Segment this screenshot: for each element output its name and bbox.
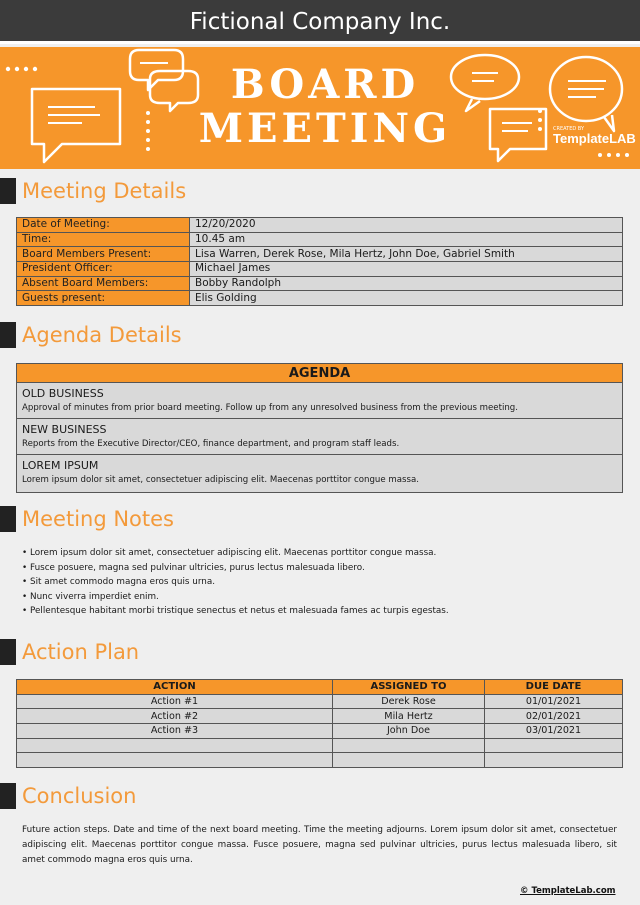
action-cell: Derek Rose: [333, 694, 485, 709]
details-label: Board Members Present:: [17, 247, 190, 262]
action-cell: [485, 738, 623, 753]
action-cell: [333, 738, 485, 753]
action-plan-table: [16, 679, 623, 768]
banner-title-line1: BOARD: [230, 61, 420, 108]
action-cell: John Doe: [333, 724, 485, 739]
action-row: [17, 724, 623, 739]
details-value: 10.45 am: [190, 232, 623, 247]
section-marker: [0, 506, 16, 532]
action-row: [17, 753, 623, 768]
details-label: Guests present:: [17, 291, 190, 306]
action-cell: [485, 753, 623, 768]
meeting-details-table: [16, 217, 623, 306]
action-row: [17, 694, 623, 709]
action-cell: Action #3: [17, 724, 333, 739]
details-value: Elis Golding: [190, 291, 623, 306]
details-value: Bobby Randolph: [190, 276, 623, 291]
details-label: Absent Board Members:: [17, 276, 190, 291]
company-title: Fictional Company Inc.: [0, 0, 640, 44]
action-cell: 03/01/2021: [485, 724, 623, 739]
agenda-item-description: Approval of minutes from prior board meeting. Follow up from any unresolved business from the previous meeting.: [22, 403, 518, 413]
action-cell: [17, 738, 333, 753]
action-column-header: ACTION: [17, 680, 333, 695]
agenda-item-title: NEW BUSINESS: [22, 423, 107, 436]
agenda-item-description: Reports from the Executive Director/CEO, finance department, and program staff leads.: [22, 439, 400, 449]
note-item: • Pellentesque habitant morbi tristique senectus et netus et malesuada fames ac turpis egestas.: [22, 606, 449, 616]
agenda-item: [17, 419, 622, 455]
section-marker: [0, 178, 16, 204]
section-title-agenda: Agenda Details: [22, 323, 182, 347]
details-row: [17, 247, 623, 262]
details-row: [17, 291, 623, 306]
action-column-header: DUE DATE: [485, 680, 623, 695]
action-cell: 01/01/2021: [485, 694, 623, 709]
agenda-item-description: Lorem ipsum dolor sit amet, consectetuer adipiscing elit. Maecenas porttitor congue massa.: [22, 475, 419, 485]
section-title-notes: Meeting Notes: [22, 507, 174, 531]
action-cell: [17, 753, 333, 768]
details-row: [17, 218, 623, 233]
agenda-item-title: LOREM IPSUM: [22, 459, 99, 472]
section-title-action-plan: Action Plan: [22, 640, 140, 664]
action-cell: Action #1: [17, 694, 333, 709]
meeting-notes-list: [22, 546, 449, 619]
section-marker: [0, 322, 16, 348]
agenda-table: [16, 363, 623, 493]
agenda-header: AGENDA: [17, 364, 622, 383]
details-label: President Officer:: [17, 262, 190, 277]
details-label: Date of Meeting:: [17, 218, 190, 233]
action-cell: 02/01/2021: [485, 709, 623, 724]
action-row: [17, 709, 623, 724]
banner-title-line2: MEETING: [198, 105, 452, 152]
section-title-conclusion: Conclusion: [22, 784, 137, 808]
board-meeting-banner: [0, 47, 640, 169]
section-marker: [0, 639, 16, 665]
note-item: • Lorem ipsum dolor sit amet, consectetuer adipiscing elit. Maecenas porttitor congue massa.: [22, 548, 437, 558]
agenda-item-title: OLD BUSINESS: [22, 387, 104, 400]
action-cell: Action #2: [17, 709, 333, 724]
brand-created-by: CREATED BY: [553, 126, 585, 132]
action-column-header: ASSIGNED TO: [333, 680, 485, 695]
action-cell: [333, 753, 485, 768]
details-row: [17, 262, 623, 277]
details-row: [17, 232, 623, 247]
details-value: Michael James: [190, 262, 623, 277]
section-marker: [0, 783, 16, 809]
action-cell: Mila Hertz: [333, 709, 485, 724]
conclusion-text: Future action steps. Date and time of the next board meeting. Time the meeting adjourns. Lorem ipsum dolor sit amet, consectetuer adipiscing elit. Maecenas porttitor congue massa. Fusce posuere, magna sed pulvinar ultricies, purus lectus malesuada libero, sit amet commodo magna eros quis urna.: [22, 825, 617, 865]
templatelab-logo: TemplateLAB: [553, 131, 636, 146]
details-value: Lisa Warren, Derek Rose, Mila Hertz, John Doe, Gabriel Smith: [190, 247, 623, 262]
note-item: • Nunc viverra imperdiet enim.: [22, 591, 159, 602]
footer-link[interactable]: © TemplateLab.com: [520, 886, 616, 896]
note-item: • Sit amet commodo magna eros quis urna.: [22, 577, 216, 587]
agenda-item: [17, 383, 622, 419]
details-value: 12/20/2020: [190, 218, 623, 233]
details-row: [17, 276, 623, 291]
section-title-meeting-details: Meeting Details: [22, 179, 187, 203]
action-row: [17, 738, 623, 753]
details-label: Time:: [17, 232, 190, 247]
agenda-item: [17, 455, 622, 492]
note-item: • Fusce posuere, magna sed pulvinar ultricies, purus lectus malesuada libero.: [22, 562, 365, 573]
